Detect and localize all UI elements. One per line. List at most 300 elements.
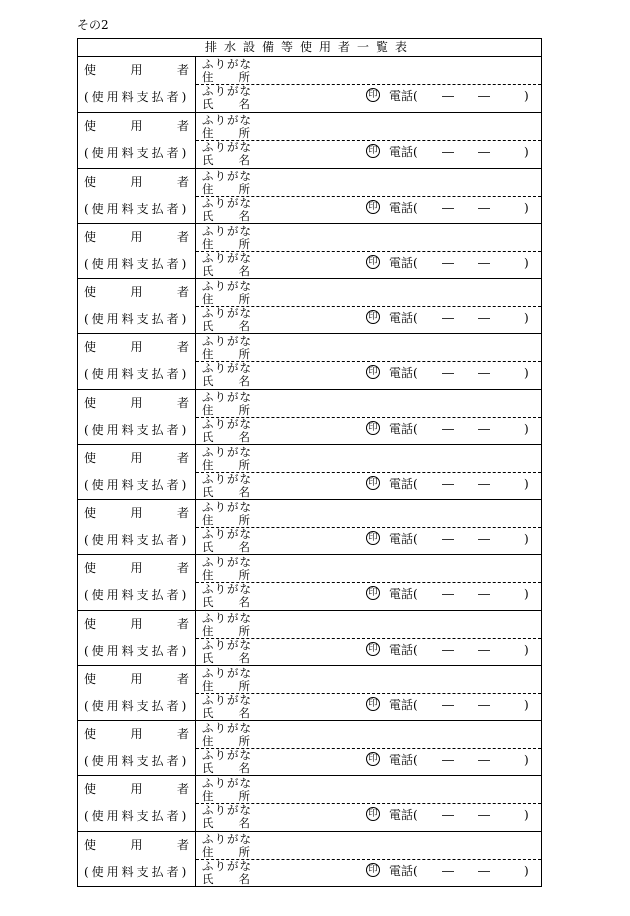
address-label	[202, 680, 250, 692]
name-label	[202, 210, 250, 222]
name-label	[202, 375, 250, 387]
payer-label: (使用料支払者)	[84, 422, 190, 437]
phone-dash: ―	[442, 145, 454, 160]
label-cell	[78, 721, 196, 775]
phone-dash: ―	[478, 145, 490, 160]
phone-dash: ―	[442, 476, 454, 491]
user-label-char: 用	[130, 616, 143, 631]
address-label-char: 住	[202, 623, 214, 638]
name-label	[202, 707, 250, 719]
user-entry	[78, 775, 541, 830]
phone-dash: ―	[478, 311, 490, 326]
name-label	[202, 817, 250, 829]
user-label-char: 者	[176, 285, 189, 300]
phone-label: 電話(	[389, 697, 418, 712]
phone-label: 電話(	[389, 145, 418, 160]
name-label-char: 名	[238, 705, 250, 720]
label-cell	[78, 445, 196, 499]
phone-dash: ―	[442, 89, 454, 103]
user-label-char: 用	[130, 229, 143, 244]
payer-label: (使用料支払者)	[84, 367, 190, 382]
phone-dash: ―	[478, 532, 490, 547]
phone-label: 電話(	[389, 366, 418, 381]
user-label	[84, 285, 189, 299]
label-cell	[78, 334, 196, 388]
seal-icon: 印	[366, 586, 380, 600]
payer-label: (使用料支払者)	[84, 90, 190, 104]
name-label-char: 名	[238, 761, 250, 776]
phone-label: 電話(	[389, 476, 418, 491]
phone-dash: ―	[442, 697, 454, 712]
name-furigana-label: ふりがな	[202, 361, 252, 376]
name-label-char: 氏	[202, 761, 214, 776]
user-label	[84, 672, 189, 686]
phone-label: 電話(	[389, 421, 418, 436]
user-entry	[78, 168, 541, 223]
address-furigana-label: ふりがな	[202, 721, 252, 736]
phone-dash: ―	[478, 476, 490, 491]
user-entry	[78, 57, 541, 112]
name-furigana-label: ふりがな	[202, 250, 252, 265]
phone-dash: ―	[442, 311, 454, 326]
phone-label: 電話(	[389, 89, 418, 103]
user-label	[84, 782, 189, 796]
phone-label: 電話(	[389, 808, 418, 823]
name-label-char: 氏	[202, 263, 214, 278]
address-label	[202, 459, 250, 471]
name-label-char: 名	[238, 319, 250, 334]
phone-dash: ―	[478, 89, 490, 103]
user-label-char: 者	[176, 340, 189, 355]
phone-dash: ―	[478, 366, 490, 381]
phone-close: )	[524, 587, 529, 602]
address-label-char: 所	[238, 568, 250, 583]
address-label	[202, 735, 250, 747]
address-label-char: 所	[238, 126, 250, 141]
address-label-char: 所	[238, 734, 250, 749]
phone-label: 電話(	[389, 255, 418, 270]
name-label	[202, 98, 250, 110]
address-label-char: 住	[202, 734, 214, 749]
name-label-char: 氏	[202, 650, 214, 665]
label-cell	[78, 555, 196, 609]
seal-icon: 印	[366, 365, 380, 379]
address-furigana-label: ふりがな	[202, 389, 252, 404]
address-label	[202, 348, 250, 360]
user-label-char: 使	[84, 174, 97, 189]
user-label-char: 用	[130, 63, 143, 77]
phone-close: )	[524, 366, 529, 381]
table-title: 排水設備等使用者一覧表	[78, 39, 541, 57]
address-label-char: 住	[202, 457, 214, 472]
address-label	[202, 404, 250, 416]
name-label	[202, 320, 250, 332]
user-label-char: 用	[130, 340, 143, 355]
user-label-char: 使	[84, 506, 97, 521]
phone-label: 電話(	[389, 863, 418, 878]
payer-label: (使用料支払者)	[84, 477, 190, 492]
name-label-char: 名	[238, 208, 250, 223]
seal-icon: 印	[366, 697, 380, 711]
user-label-char: 用	[130, 174, 143, 189]
user-label-char: 使	[84, 561, 97, 576]
name-label	[202, 154, 250, 166]
name-label-char: 名	[238, 816, 250, 831]
seal-icon: 印	[366, 807, 380, 821]
seal-icon: 印	[366, 531, 380, 545]
name-furigana-label: ふりがな	[202, 858, 252, 873]
address-label-char: 所	[238, 402, 250, 417]
payer-label: (使用料支払者)	[84, 698, 190, 713]
label-cell	[78, 832, 196, 886]
address-label-char: 住	[202, 678, 214, 693]
label-cell	[78, 776, 196, 830]
name-label-char: 名	[238, 263, 250, 278]
label-cell	[78, 57, 196, 112]
address-label-char: 住	[202, 513, 214, 528]
phone-close: )	[524, 808, 529, 823]
user-entry	[78, 720, 541, 775]
address-label	[202, 625, 250, 637]
name-label	[202, 762, 250, 774]
phone-label: 電話(	[389, 532, 418, 547]
user-label-char: 者	[176, 450, 189, 465]
entries-container	[78, 57, 541, 886]
address-label	[202, 183, 250, 195]
phone-label: 電話(	[389, 311, 418, 326]
phone-dash: ―	[478, 642, 490, 657]
phone-close: )	[524, 642, 529, 657]
name-furigana-label: ふりがな	[202, 84, 252, 98]
payer-label: (使用料支払者)	[84, 643, 190, 658]
user-label-char: 者	[176, 616, 189, 631]
name-label-char: 氏	[202, 208, 214, 223]
user-label-char: 者	[176, 837, 189, 852]
seal-icon: 印	[366, 642, 380, 656]
user-label-char: 用	[130, 727, 143, 742]
address-label-char: 住	[202, 126, 214, 141]
name-label-char: 氏	[202, 540, 214, 555]
phone-close: )	[524, 697, 529, 712]
user-label-char: 使	[84, 63, 97, 77]
user-label-char: 用	[130, 395, 143, 410]
phone-dash: ―	[442, 421, 454, 436]
phone-dash: ―	[478, 697, 490, 712]
payer-label: (使用料支払者)	[84, 312, 190, 327]
phone-label: 電話(	[389, 753, 418, 768]
user-label	[84, 727, 189, 741]
name-label	[202, 486, 250, 498]
name-label-char: 氏	[202, 871, 214, 886]
phone-dash: ―	[478, 753, 490, 768]
user-entry	[78, 223, 541, 278]
phone-label: 電話(	[389, 642, 418, 657]
user-label	[84, 230, 189, 244]
address-furigana-label: ふりがな	[202, 223, 252, 238]
address-label-char: 住	[202, 844, 214, 859]
label-cell	[78, 666, 196, 720]
name-label	[202, 431, 250, 443]
name-label-char: 名	[238, 484, 250, 499]
name-label	[202, 541, 250, 553]
phone-label: 電話(	[389, 587, 418, 602]
address-label	[202, 238, 250, 250]
name-furigana-label: ふりがな	[202, 692, 252, 707]
name-label-char: 名	[238, 97, 250, 111]
address-label-char: 住	[202, 292, 214, 307]
label-cell	[78, 390, 196, 444]
user-entry	[78, 112, 541, 167]
page-label: その2	[77, 18, 109, 32]
phone-close: )	[524, 753, 529, 768]
address-furigana-label: ふりがな	[202, 57, 252, 71]
address-furigana-label: ふりがな	[202, 776, 252, 791]
phone-dash: ―	[442, 863, 454, 878]
user-entry	[78, 554, 541, 609]
payer-label: (使用料支払者)	[84, 809, 190, 824]
phone-dash: ―	[478, 587, 490, 602]
user-entry	[78, 665, 541, 720]
phone-close: )	[524, 145, 529, 160]
user-label-char: 者	[176, 174, 189, 189]
user-entry	[78, 333, 541, 388]
phone-dash: ―	[442, 642, 454, 657]
user-label	[84, 340, 189, 354]
user-label-char: 使	[84, 671, 97, 686]
user-label-char: 者	[176, 671, 189, 686]
payer-label: (使用料支払者)	[84, 864, 190, 879]
user-label-char: 用	[130, 671, 143, 686]
phone-close: )	[524, 863, 529, 878]
user-entry	[78, 610, 541, 665]
phone-dash: ―	[478, 421, 490, 436]
user-label-char: 者	[176, 506, 189, 521]
seal-icon: 印	[366, 144, 380, 158]
payer-label: (使用料支払者)	[84, 201, 190, 216]
phone-dash: ―	[442, 200, 454, 215]
user-entry	[78, 831, 541, 886]
phone-dash: ―	[478, 200, 490, 215]
user-label	[84, 63, 189, 77]
payer-label: (使用料支払者)	[84, 533, 190, 548]
user-label-char: 使	[84, 119, 97, 134]
user-label-char: 者	[176, 727, 189, 742]
user-label-char: 用	[130, 782, 143, 797]
user-label	[84, 617, 189, 631]
name-furigana-label: ふりがな	[202, 582, 252, 597]
address-label	[202, 71, 250, 83]
user-entry	[78, 389, 541, 444]
user-label-char: 者	[176, 229, 189, 244]
phone-close: )	[524, 89, 529, 103]
user-label-char: 者	[176, 782, 189, 797]
address-furigana-label: ふりがな	[202, 500, 252, 515]
user-label	[84, 506, 189, 520]
user-label-char: 者	[176, 119, 189, 134]
address-label	[202, 514, 250, 526]
address-label-char: 住	[202, 568, 214, 583]
address-label-char: 所	[238, 292, 250, 307]
address-furigana-label: ふりがな	[202, 113, 252, 128]
address-label-char: 所	[238, 513, 250, 528]
label-cell	[78, 611, 196, 665]
address-furigana-label: ふりがな	[202, 831, 252, 846]
user-label-char: 用	[130, 450, 143, 465]
address-label-char: 所	[238, 623, 250, 638]
user-entry	[78, 278, 541, 333]
seal-icon: 印	[366, 752, 380, 766]
address-label-char: 住	[202, 236, 214, 251]
user-label-char: 者	[176, 395, 189, 410]
address-label-char: 住	[202, 70, 214, 84]
label-cell	[78, 224, 196, 278]
name-furigana-label: ふりがな	[202, 637, 252, 652]
user-label-char: 用	[130, 837, 143, 852]
user-label-char: 使	[84, 782, 97, 797]
phone-dash: ―	[442, 366, 454, 381]
phone-label: 電話(	[389, 200, 418, 215]
label-cell	[78, 113, 196, 167]
address-furigana-label: ふりがな	[202, 555, 252, 570]
name-label	[202, 873, 250, 885]
phone-close: )	[524, 476, 529, 491]
user-label	[84, 119, 189, 133]
address-furigana-label: ふりがな	[202, 334, 252, 349]
name-label-char: 氏	[202, 705, 214, 720]
name-label-char: 氏	[202, 374, 214, 389]
address-label-char: 所	[238, 789, 250, 804]
user-label-char: 使	[84, 285, 97, 300]
address-label-char: 住	[202, 402, 214, 417]
payer-label: (使用料支払者)	[84, 146, 190, 161]
user-entry	[78, 499, 541, 554]
user-label-char: 使	[84, 837, 97, 852]
name-label-char: 氏	[202, 319, 214, 334]
name-label-char: 氏	[202, 97, 214, 111]
address-label	[202, 293, 250, 305]
address-label	[202, 846, 250, 858]
label-cell	[78, 169, 196, 223]
user-label-char: 使	[84, 229, 97, 244]
address-label	[202, 569, 250, 581]
seal-icon: 印	[366, 200, 380, 214]
name-furigana-label: ふりがな	[202, 195, 252, 210]
payer-label: (使用料支払者)	[84, 256, 190, 271]
user-label-char: 使	[84, 616, 97, 631]
phone-close: )	[524, 255, 529, 270]
user-label-char: 用	[130, 506, 143, 521]
address-label-char: 所	[238, 236, 250, 251]
phone-dash: ―	[442, 753, 454, 768]
phone-dash: ―	[478, 863, 490, 878]
name-furigana-label: ふりがな	[202, 803, 252, 818]
phone-dash: ―	[442, 255, 454, 270]
name-label-char: 名	[238, 650, 250, 665]
phone-dash: ―	[442, 587, 454, 602]
address-label-char: 住	[202, 347, 214, 362]
user-label	[84, 396, 189, 410]
user-label	[84, 838, 189, 852]
user-label-char: 使	[84, 395, 97, 410]
address-furigana-label: ふりがな	[202, 610, 252, 625]
name-label-char: 名	[238, 595, 250, 610]
user-label-char: 者	[176, 561, 189, 576]
address-furigana-label: ふりがな	[202, 665, 252, 680]
user-label	[84, 175, 189, 189]
address-furigana-label: ふりがな	[202, 444, 252, 459]
name-label	[202, 596, 250, 608]
user-label-char: 用	[130, 119, 143, 134]
address-furigana-label: ふりがな	[202, 168, 252, 183]
address-label	[202, 790, 250, 802]
name-label-char: 氏	[202, 153, 214, 168]
name-label	[202, 652, 250, 664]
address-label-char: 所	[238, 347, 250, 362]
name-furigana-label: ふりがな	[202, 748, 252, 763]
phone-dash: ―	[478, 808, 490, 823]
phone-dash: ―	[478, 255, 490, 270]
address-label-char: 住	[202, 789, 214, 804]
seal-icon: 印	[366, 88, 380, 102]
address-label-char: 所	[238, 457, 250, 472]
seal-icon: 印	[366, 476, 380, 490]
name-label-char: 名	[238, 871, 250, 886]
name-furigana-label: ふりがな	[202, 471, 252, 486]
name-furigana-label: ふりがな	[202, 306, 252, 321]
name-label-char: 名	[238, 374, 250, 389]
user-label	[84, 561, 189, 575]
user-label-char: 用	[130, 561, 143, 576]
user-list-table	[77, 38, 542, 887]
name-label-char: 名	[238, 153, 250, 168]
address-label-char: 住	[202, 181, 214, 196]
name-label-char: 名	[238, 540, 250, 555]
user-label-char: 使	[84, 450, 97, 465]
label-cell	[78, 279, 196, 333]
name-label-char: 名	[238, 429, 250, 444]
phone-dash: ―	[442, 808, 454, 823]
address-label	[202, 127, 250, 139]
address-furigana-label: ふりがな	[202, 279, 252, 294]
phone-close: )	[524, 311, 529, 326]
user-label-char: 使	[84, 340, 97, 355]
phone-close: )	[524, 421, 529, 436]
user-label-char: 者	[176, 63, 189, 77]
user-entry	[78, 444, 541, 499]
name-furigana-label: ふりがな	[202, 527, 252, 542]
phone-close: )	[524, 532, 529, 547]
user-label-char: 使	[84, 727, 97, 742]
seal-icon: 印	[366, 421, 380, 435]
address-label-char: 所	[238, 678, 250, 693]
name-furigana-label: ふりがな	[202, 416, 252, 431]
name-label	[202, 265, 250, 277]
name-label-char: 氏	[202, 816, 214, 831]
name-label-char: 氏	[202, 595, 214, 610]
user-label-char: 用	[130, 285, 143, 300]
seal-icon: 印	[366, 863, 380, 877]
phone-dash: ―	[442, 532, 454, 547]
name-furigana-label: ふりがな	[202, 140, 252, 155]
label-cell	[78, 500, 196, 554]
address-label-char: 所	[238, 844, 250, 859]
phone-close: )	[524, 200, 529, 215]
payer-label: (使用料支払者)	[84, 754, 190, 769]
payer-label: (使用料支払者)	[84, 588, 190, 603]
address-label-char: 所	[238, 70, 250, 84]
seal-icon: 印	[366, 255, 380, 269]
user-label	[84, 451, 189, 465]
